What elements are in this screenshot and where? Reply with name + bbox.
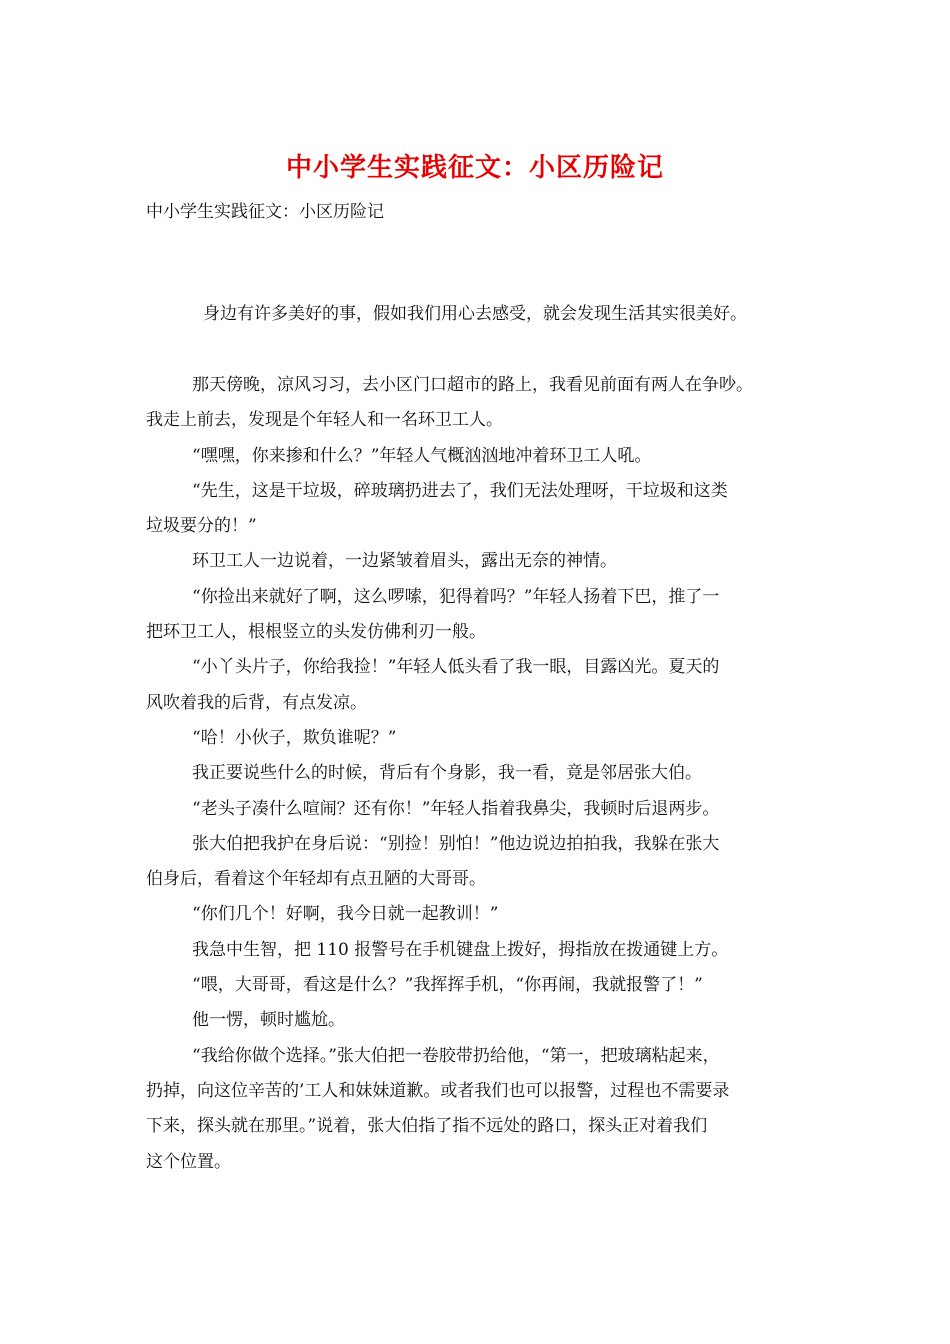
text-line: 把环卫工人，根根竖立的头发仿佛利刃一般。 <box>146 622 486 643</box>
text-line: “先生，这是干垃圾，碎玻璃扔进去了，我们无法处理呀，干垃圾和这类 <box>192 480 728 501</box>
text-line: 张大伯把我护在身后说：“别捡！别怕！”他边说边拍拍我，我躲在张大 <box>192 833 720 854</box>
text-line: 那天傍晚，凉风习习，去小区门口超市的路上，我看见前面有两人在争吵。 <box>192 375 753 395</box>
text-line: 扔掉，向这位辛苦的’工人和妹妹道歉。或者我们也可以报警，过程也不需要录 <box>146 1080 730 1101</box>
article-body <box>146 368 816 1180</box>
document-title: 中小学生实践征文：小区历险记 <box>285 153 664 183</box>
text-line: 垃圾要分的！” <box>146 516 257 537</box>
text-line: “你们几个！好啊，我今日就一起教训！” <box>192 904 499 925</box>
text-line: 我正要说些什么的时候，背后有个身影，我一看，竟是邻居张大伯。 <box>192 763 702 784</box>
text-line: 我急中生智，把 110 报警号在手机键盘上拨好，拇指放在拨通键上方。 <box>192 939 729 960</box>
text-line: 环卫工人一边说着，一边紧皱着眉头，露出无奈的神情。 <box>192 551 617 572</box>
text-line: “嘿嘿，你来掺和什么？”年轻人气概汹汹地冲着环卫工人吼。 <box>192 445 652 466</box>
text-line: 风吹着我的后背，有点发凉。 <box>146 692 367 713</box>
text-line: “老头子凑什么喧闹？还有你！”年轻人指着我鼻尖，我顿时后退两步。 <box>192 798 720 819</box>
text-line: “哈！小伙子，欺负谁呢？” <box>192 727 397 748</box>
intro-paragraph: 身边有许多美好的事，假如我们用心去感受，就会发现生活其实很美好。 <box>203 304 747 324</box>
text-line: 这个位置。 <box>146 1151 231 1172</box>
text-line: 他一愣，顿时尴尬。 <box>192 1010 345 1031</box>
text-line: 伯身后，看着这个年轻却有点丑陋的大哥哥。 <box>146 869 486 890</box>
text-line: “喂，大哥哥，看这是什么？”我挥挥手机，“你再闹，我就报警了！” <box>192 975 703 996</box>
text-line: “我给你做个选择。”张大伯把一卷胶带扔给他，“第一，把玻璃粘起来， <box>192 1045 720 1066</box>
text-line: 下来，探头就在那里。”说着，张大伯指了指不远处的路口，探头正对着我们 <box>146 1116 708 1137</box>
text-line: 我走上前去，发现是个年轻人和一名环卫工人。 <box>146 410 503 431</box>
document-subtitle: 中小学生实践征文：小区历险记 <box>146 202 384 222</box>
text-line: “你捡出来就好了啊，这么啰嗦，犯得着吗？”年轻人扬着下巴，推了一 <box>192 586 720 607</box>
text-line: “小丫头片子，你给我捡！”年轻人低头看了我一眼，目露凶光。夏天的 <box>192 657 720 678</box>
